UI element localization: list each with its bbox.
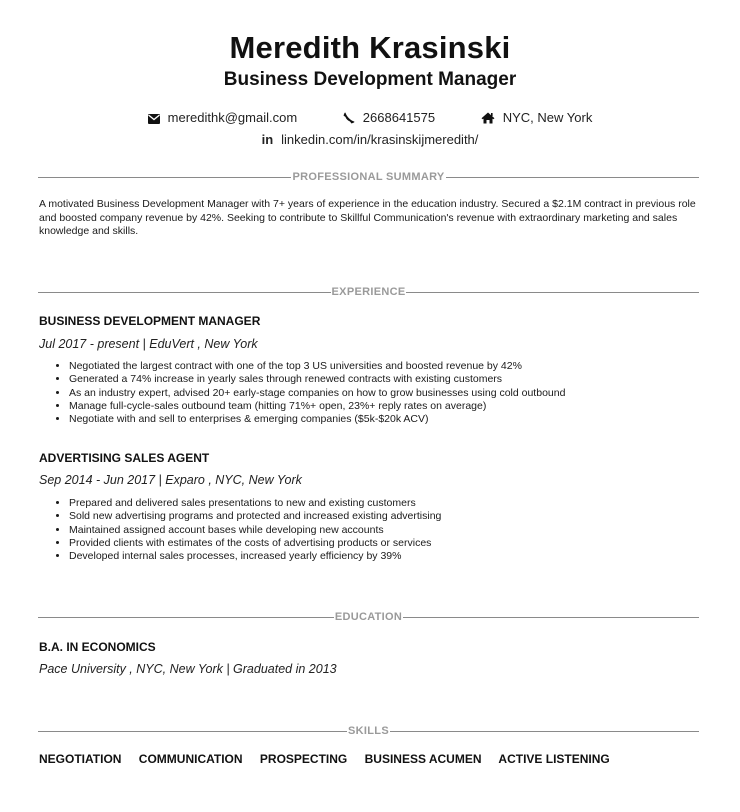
list-item: • Sold new advertising programs and protected and increased existing advertising xyxy=(69,510,441,523)
linkedin-icon: in xyxy=(261,132,274,148)
candidate-name: Meredith Krasinski xyxy=(229,30,511,65)
email-text: meredithk@gmail.com xyxy=(167,110,298,126)
job-bullets xyxy=(55,360,565,426)
list-item: • As an industry expert, advised 20+ early-stage companies on how to grow businesses using cold outbound xyxy=(69,387,565,400)
job-meta: Jul 2017 - present | EduVert , New York xyxy=(39,337,258,351)
section-title: EXPERIENCE xyxy=(331,286,406,298)
phone-text: 2668641575 xyxy=(362,110,436,126)
section-header-skills xyxy=(38,724,699,738)
summary-text: A motivated Business Development Manager with 7+ years of experience in the education industry. Secured a $2.1M contract in previous role and boosted company revenue by 42%. Seeking to contribute to Skillful Communication's revenue with extraordinary marketing and sales knowledge and skills. xyxy=(39,198,696,237)
divider xyxy=(390,731,699,732)
list-item: • Negotiated the largest contract with one of the top 3 US universities and boosted revenue by 42% xyxy=(69,360,565,373)
phone-icon xyxy=(343,112,355,127)
contact-row xyxy=(0,110,740,127)
divider xyxy=(38,177,291,178)
skill-item: NEGOTIATION xyxy=(39,752,122,766)
section-header-experience xyxy=(38,285,699,299)
education-degree: B.A. IN ECONOMICS xyxy=(39,640,156,654)
list-item: • Developed internal sales processes, increased yearly efficiency by 39% xyxy=(69,550,441,563)
contact-row-linkedin xyxy=(0,131,740,147)
candidate-title: Business Development Manager xyxy=(223,69,517,90)
job-role: ADVERTISING SALES AGENT xyxy=(39,451,210,465)
list-item: • Generated a 74% increase in yearly sales through renewed contracts with existing customers xyxy=(69,373,565,386)
divider xyxy=(406,292,699,293)
skill-item: BUSINESS ACUMEN xyxy=(364,752,482,766)
section-header-education xyxy=(38,610,699,624)
divider xyxy=(38,731,347,732)
job-bullets xyxy=(55,497,441,563)
list-item: • Negotiate with and sell to enterprises & emerging companies ($5k-$20k ACV) xyxy=(69,413,565,426)
section-title: SKILLS xyxy=(348,725,389,737)
contact-phone[interactable] xyxy=(343,110,435,127)
home-icon xyxy=(481,112,495,127)
divider xyxy=(38,617,334,618)
job-role: BUSINESS DEVELOPMENT MANAGER xyxy=(39,314,261,328)
contact-email[interactable] xyxy=(148,110,298,127)
list-item: • Provided clients with estimates of the costs of advertising products or services xyxy=(69,537,441,550)
location-text: NYC, New York xyxy=(502,110,593,126)
divider xyxy=(403,617,699,618)
skills-list xyxy=(39,752,624,766)
list-item: • Maintained assigned account bases while developing new accounts xyxy=(69,524,441,537)
list-item: • Manage full-cycle-sales outbound team (hitting 71%+ open, 23%+ reply rates on average) xyxy=(69,400,565,413)
divider xyxy=(38,292,331,293)
envelope-icon xyxy=(148,112,160,127)
education-meta: Pace University , NYC, New York | Graduated in 2013 xyxy=(39,662,337,676)
contact-location xyxy=(481,110,593,127)
contact-linkedin[interactable] xyxy=(262,132,479,147)
skill-item: COMMUNICATION xyxy=(138,752,243,766)
section-title: EDUCATION xyxy=(334,611,403,623)
section-title: PROFESSIONAL SUMMARY xyxy=(292,171,445,183)
section-header-summary xyxy=(38,170,699,184)
list-item: • Prepared and delivered sales presentations to new and existing customers xyxy=(69,497,441,510)
skill-item: ACTIVE LISTENING xyxy=(498,752,610,766)
skill-item: PROSPECTING xyxy=(259,752,348,766)
linkedin-text: linkedin.com/in/krasinskijmeredith/ xyxy=(281,132,479,148)
divider xyxy=(446,177,699,178)
job-meta: Sep 2014 - Jun 2017 | Exparo , NYC, New York xyxy=(39,473,302,487)
